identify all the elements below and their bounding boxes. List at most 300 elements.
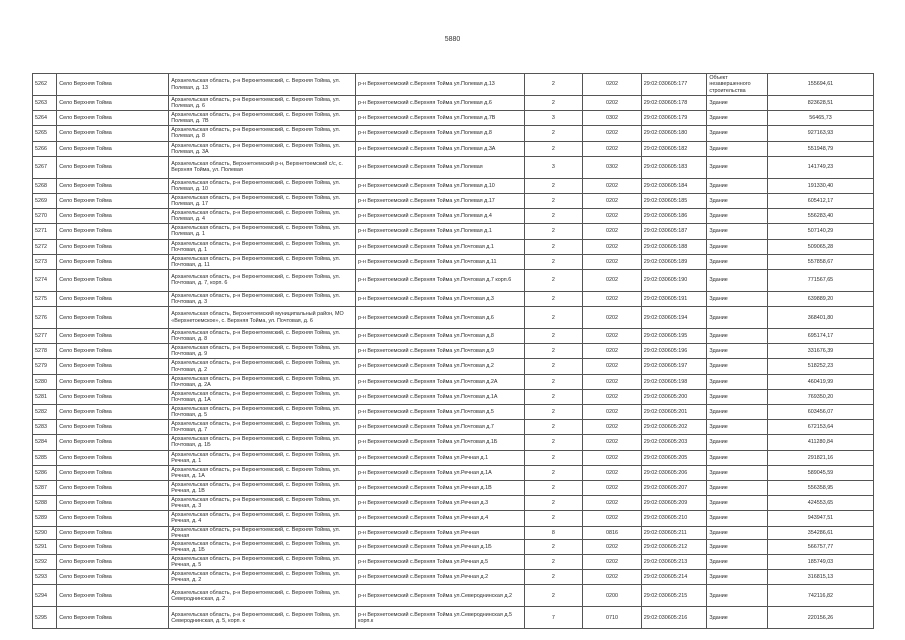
row-number-cell: 5280 [33,374,57,389]
code-a-cell: 2 [524,539,583,554]
cadastral-value-cell: 316815,13 [767,570,873,585]
table-row [33,224,874,239]
cadastral-value-cell: 589045,59 [767,465,873,480]
row-number-cell: 5292 [33,554,57,569]
location-cell: р-н Верхнетоемский с.Верхняя Тойма ул.Речная д.1А [356,465,525,480]
row-number-cell: 5269 [33,193,57,208]
object-type-cell: Здание [707,307,768,329]
settlement-cell: Село Верхняя Тойма [57,224,169,239]
code-a-cell: 2 [524,389,583,404]
table-row [33,496,874,511]
code-a-cell: 2 [524,435,583,450]
settlement-cell: Село Верхняя Тойма [57,74,169,96]
object-type-cell: Здание [707,570,768,585]
address-cell: Архангельская область, р-н Верхнетоемский, с. Верхняя Тойма, ул. Речная, д. 1В [169,480,356,495]
location-cell: р-н Верхнетоемский с.Верхняя Тойма ул.Полевая д.4 [356,209,525,224]
object-type-cell: Здание [707,465,768,480]
code-b-cell: 0816 [583,526,642,539]
cadastral-value-cell: 771567,65 [767,269,873,291]
settlement-cell: Село Верхняя Тойма [57,193,169,208]
address-cell: Архангельская область, р-н Верхнетоемский, с. Верхняя Тойма, ул. Почтовая, д. 5 [169,405,356,420]
address-cell: Архангельская область, р-н Верхнетоемский, с. Верхняя Тойма, ул. Речная, д. 1Б [169,539,356,554]
cadastral-number-cell: 29:02:030605:194 [641,307,707,329]
table-row [33,329,874,344]
cadastral-number-cell: 29:02:030605:211 [641,526,707,539]
code-a-cell: 2 [524,96,583,111]
object-type-cell: Здание [707,607,768,629]
code-a-cell: 3 [524,111,583,126]
row-number-cell: 5291 [33,539,57,554]
location-cell: р-н Верхнетоемский с.Верхняя Тойма ул.Полевая д.10 [356,178,525,193]
location-cell: р-н Верхнетоемский с.Верхняя Тойма ул.Почтовая д.6 [356,307,525,329]
cadastral-number-cell: 29:02:030605:216 [641,607,707,629]
object-type-cell: Здание [707,178,768,193]
cadastral-value-cell: 354286,61 [767,526,873,539]
location-cell: р-н Верхнетоемский с.Верхняя Тойма ул.Полевая д.7В [356,111,525,126]
location-cell: р-н Верхнетоемский с.Верхняя Тойма ул.Речная [356,526,525,539]
code-b-cell: 0202 [583,389,642,404]
code-a-cell: 2 [524,141,583,156]
cadastral-value-cell: 460419,99 [767,374,873,389]
code-b-cell: 0202 [583,239,642,254]
table-row [33,511,874,526]
code-a-cell: 2 [524,126,583,141]
cadastral-number-cell: 29:02:030605:187 [641,224,707,239]
settlement-cell: Село Верхняя Тойма [57,359,169,374]
table-row [33,465,874,480]
address-cell: Архангельская область, р-н Верхнетоемский, с. Верхняя Тойма, ул. Североднинская, д. 2 [169,585,356,607]
cadastral-value-cell: 141749,23 [767,156,873,178]
cadastral-number-cell: 29:02:030605:201 [641,405,707,420]
settlement-cell: Село Верхняя Тойма [57,239,169,254]
code-a-cell: 2 [524,405,583,420]
object-type-cell: Здание [707,405,768,420]
table-row [33,389,874,404]
row-number-cell: 5288 [33,496,57,511]
code-b-cell: 0202 [583,374,642,389]
code-a-cell: 2 [524,209,583,224]
row-number-cell: 5273 [33,254,57,269]
cadastral-value-cell: 695174,17 [767,329,873,344]
location-cell: р-н Верхнетоемский с.Верхняя Тойма ул.Почтовая д.2 [356,359,525,374]
table-row [33,269,874,291]
settlement-cell: Село Верхняя Тойма [57,496,169,511]
code-b-cell: 0202 [583,539,642,554]
code-a-cell: 2 [524,74,583,96]
location-cell: р-н Верхнетоемский с.Верхняя Тойма ул.Речная д.2 [356,570,525,585]
code-a-cell: 2 [524,570,583,585]
code-b-cell: 0202 [583,269,642,291]
cadastral-number-cell: 29:02:030605:183 [641,156,707,178]
settlement-cell: Село Верхняя Тойма [57,554,169,569]
settlement-cell: Село Верхняя Тойма [57,607,169,629]
settlement-cell: Село Верхняя Тойма [57,539,169,554]
location-cell: р-н Верхнетоемский с.Верхняя Тойма ул.Почтовая д.3 [356,291,525,306]
settlement-cell: Село Верхняя Тойма [57,344,169,359]
cadastral-number-cell: 29:02:030605:179 [641,111,707,126]
table-row [33,450,874,465]
code-b-cell: 0202 [583,570,642,585]
cadastral-value-cell: 823628,51 [767,96,873,111]
cadastral-number-cell: 29:02:030605:196 [641,344,707,359]
code-a-cell: 2 [524,291,583,306]
settlement-cell: Село Верхняя Тойма [57,126,169,141]
row-number-cell: 5287 [33,480,57,495]
location-cell: р-н Верхнетоемский с.Верхняя Тойма ул.Речная д.1В [356,480,525,495]
table-row [33,526,874,539]
address-cell: Архангельская область, р-н Верхнетоемский, с. Верхняя Тойма, ул. Полевая, д. 13 [169,74,356,96]
cadastral-number-cell: 29:02:030605:213 [641,554,707,569]
table-row [33,156,874,178]
address-cell: Архангельская область, р-н Верхнетоемский, с. Верхняя Тойма, ул. Почтовая, д. 1 [169,239,356,254]
cadastral-number-cell: 29:02:030605:195 [641,329,707,344]
cadastral-number-cell: 29:02:030605:191 [641,291,707,306]
location-cell: р-н Верхнетоемский с.Верхняя Тойма ул.Почтовая д.1 [356,239,525,254]
row-number-cell: 5283 [33,420,57,435]
row-number-cell: 5272 [33,239,57,254]
cadastral-value-cell: 672153,64 [767,420,873,435]
row-number-cell: 5275 [33,291,57,306]
code-b-cell: 0202 [583,496,642,511]
location-cell: р-н Верхнетоемский с.Верхняя Тойма ул.Речная д.1Б [356,539,525,554]
property-table-body [33,74,874,629]
cadastral-value-cell: 943947,51 [767,511,873,526]
cadastral-number-cell: 29:02:030605:215 [641,585,707,607]
location-cell: р-н Верхнетоемский с.Верхняя Тойма ул.Почтовая д.9 [356,344,525,359]
address-cell: Архангельская область, р-н Верхнетоемский, с. Верхняя Тойма, ул. Речная, д. 2 [169,570,356,585]
code-b-cell: 0302 [583,156,642,178]
address-cell: Архангельская область, р-н Верхнетоемский, с. Верхняя Тойма, ул. Полевая, д. 4 [169,209,356,224]
object-type-cell: Здание [707,539,768,554]
row-number-cell: 5268 [33,178,57,193]
code-b-cell: 0202 [583,511,642,526]
settlement-cell: Село Верхняя Тойма [57,435,169,450]
object-type-cell: Здание [707,126,768,141]
cadastral-value-cell: 566757,77 [767,539,873,554]
cadastral-value-cell: 56465,73 [767,111,873,126]
object-type-cell: Здание [707,420,768,435]
settlement-cell: Село Верхняя Тойма [57,96,169,111]
row-number-cell: 5276 [33,307,57,329]
object-type-cell: Здание [707,329,768,344]
code-a-cell: 2 [524,307,583,329]
code-a-cell: 3 [524,156,583,178]
cadastral-value-cell: 605412,17 [767,193,873,208]
table-row [33,420,874,435]
table-row [33,209,874,224]
cadastral-value-cell: 556358,95 [767,480,873,495]
location-cell: р-н Верхнетоемский с.Верхняя Тойма ул.Почтовая д.7 корп.6 [356,269,525,291]
cadastral-number-cell: 29:02:030605:214 [641,570,707,585]
code-b-cell: 0202 [583,344,642,359]
cadastral-value-cell: 331676,39 [767,344,873,359]
settlement-cell: Село Верхняя Тойма [57,141,169,156]
cadastral-value-cell: 191330,40 [767,178,873,193]
code-b-cell: 0202 [583,554,642,569]
code-b-cell: 0202 [583,359,642,374]
object-type-cell: Здание [707,111,768,126]
location-cell: р-н Верхнетоемский с.Верхняя Тойма ул.Речная д.1 [356,450,525,465]
location-cell: р-н Верхнетоемский с.Верхняя Тойма ул.Североднинская д.2 [356,585,525,607]
location-cell: р-н Верхнетоемский с.Верхняя Тойма ул.Речная д.5 [356,554,525,569]
cadastral-value-cell: 603456,07 [767,405,873,420]
table-row [33,585,874,607]
address-cell: Архангельская область, р-н Верхнетоемский, с. Верхняя Тойма, ул. Почтовая, д. 3 [169,291,356,306]
address-cell: Архангельская область, р-н Верхнетоемский, с. Верхняя Тойма, ул. Полевая, д. 10 [169,178,356,193]
settlement-cell: Село Верхняя Тойма [57,465,169,480]
table-row [33,178,874,193]
cadastral-value-cell: 507140,29 [767,224,873,239]
code-a-cell: 2 [524,344,583,359]
row-number-cell: 5278 [33,344,57,359]
object-type-cell: Здание [707,511,768,526]
code-b-cell: 0202 [583,465,642,480]
object-type-cell: Здание [707,344,768,359]
code-a-cell: 7 [524,607,583,629]
row-number-cell: 5284 [33,435,57,450]
row-number-cell: 5262 [33,74,57,96]
settlement-cell: Село Верхняя Тойма [57,307,169,329]
table-row [33,435,874,450]
object-type-cell: Здание [707,156,768,178]
row-number-cell: 5271 [33,224,57,239]
address-cell: Архангельская область, р-н Верхнетоемский, с. Верхняя Тойма, ул. Почтовая, д. 9 [169,344,356,359]
object-type-cell: Здание [707,359,768,374]
location-cell: р-н Верхнетоемский с.Верхняя Тойма ул.Полевая д.13 [356,74,525,96]
property-table [32,73,874,629]
settlement-cell: Село Верхняя Тойма [57,570,169,585]
settlement-cell: Село Верхняя Тойма [57,156,169,178]
row-number-cell: 5293 [33,570,57,585]
code-a-cell: 2 [524,239,583,254]
cadastral-number-cell: 29:02:030605:205 [641,450,707,465]
object-type-cell: Здание [707,209,768,224]
code-b-cell: 0302 [583,111,642,126]
address-cell: Архангельская область, р-н Верхнетоемский, с. Верхняя Тойма, ул. Речная, д. 3 [169,496,356,511]
code-a-cell: 2 [524,193,583,208]
code-b-cell: 0202 [583,480,642,495]
object-type-cell: Здание [707,96,768,111]
table-row [33,607,874,629]
address-cell: Архангельская область, Верхнетоемский р-н, Верхнетоемский с/с, с. Верхняя Тойма, ул. Полевая [169,156,356,178]
address-cell: Архангельская область, р-н Верхнетоемский, с. Верхняя Тойма, ул. Почтовая, д. 1Б [169,435,356,450]
table-row [33,405,874,420]
code-b-cell: 0202 [583,435,642,450]
code-b-cell: 0202 [583,178,642,193]
object-type-cell: Здание [707,585,768,607]
cadastral-value-cell: 557858,67 [767,254,873,269]
code-b-cell: 0202 [583,96,642,111]
location-cell: р-н Верхнетоемский с.Верхняя Тойма ул.Полевая д.6 [356,96,525,111]
object-type-cell: Здание [707,389,768,404]
object-type-cell: Здание [707,554,768,569]
cadastral-number-cell: 29:02:030605:207 [641,480,707,495]
address-cell: Архангельская область, р-н Верхнетоемский, с. Верхняя Тойма, ул. Полевая, д. 7В [169,111,356,126]
settlement-cell: Село Верхняя Тойма [57,450,169,465]
code-a-cell: 2 [524,480,583,495]
code-a-cell: 2 [524,254,583,269]
address-cell: Архангельская область, Верхнетоемский муниципальный район, МО «Верхнетоемское», с. Верхняя Тойма, ул. Почтовая, д. 6 [169,307,356,329]
settlement-cell: Село Верхняя Тойма [57,526,169,539]
cadastral-value-cell: 518252,23 [767,359,873,374]
code-b-cell: 0202 [583,307,642,329]
cadastral-value-cell: 155694,61 [767,74,873,96]
code-b-cell: 0202 [583,405,642,420]
cadastral-number-cell: 29:02:030605:190 [641,269,707,291]
row-number-cell: 5274 [33,269,57,291]
cadastral-number-cell: 29:02:030605:186 [641,209,707,224]
table-row [33,374,874,389]
settlement-cell: Село Верхняя Тойма [57,585,169,607]
address-cell: Архангельская область, р-н Верхнетоемский, с. Верхняя Тойма, ул. Почтовая, д. 2А [169,374,356,389]
location-cell: р-н Верхнетоемский с.Верхняя Тойма ул.Почтовая д.5 [356,405,525,420]
address-cell: Архангельская область, р-н Верхнетоемский, с. Верхняя Тойма, ул. Речная, д. 5 [169,554,356,569]
code-a-cell: 2 [524,374,583,389]
code-a-cell: 8 [524,526,583,539]
table-row [33,111,874,126]
code-b-cell: 0200 [583,585,642,607]
code-b-cell: 0202 [583,291,642,306]
cadastral-value-cell: 424553,65 [767,496,873,511]
table-row [33,307,874,329]
object-type-cell: Здание [707,526,768,539]
row-number-cell: 5264 [33,111,57,126]
table-row [33,480,874,495]
object-type-cell: Здание [707,496,768,511]
code-a-cell: 2 [524,496,583,511]
address-cell: Архангельская область, р-н Верхнетоемский, с. Верхняя Тойма, ул. Полевая, д. 6 [169,96,356,111]
settlement-cell: Село Верхняя Тойма [57,254,169,269]
cadastral-number-cell: 29:02:030605:182 [641,141,707,156]
cadastral-number-cell: 29:02:030605:210 [641,511,707,526]
address-cell: Архангельская область, р-н Верхнетоемский, с. Верхняя Тойма, ул. Речная [169,526,356,539]
settlement-cell: Село Верхняя Тойма [57,511,169,526]
location-cell: р-н Верхнетоемский с.Верхняя Тойма ул.Почтовая д.2А [356,374,525,389]
row-number-cell: 5295 [33,607,57,629]
cadastral-number-cell: 29:02:030605:177 [641,74,707,96]
settlement-cell: Село Верхняя Тойма [57,291,169,306]
table-row [33,141,874,156]
address-cell: Архангельская область, р-н Верхнетоемский, с. Верхняя Тойма, ул. Почтовая, д. 11 [169,254,356,269]
cadastral-number-cell: 29:02:030605:212 [641,539,707,554]
code-a-cell: 2 [524,511,583,526]
address-cell: Архангельская область, р-н Верхнетоемский, с. Верхняя Тойма, ул. Почтовая, д. 7 [169,420,356,435]
cadastral-number-cell: 29:02:030605:198 [641,374,707,389]
address-cell: Архангельская область, р-н Верхнетоемский, с. Верхняя Тойма, ул. Речная, д. 1 [169,450,356,465]
cadastral-number-cell: 29:02:030605:202 [641,420,707,435]
cadastral-value-cell: 742116,82 [767,585,873,607]
location-cell: р-н Верхнетоемский с.Верхняя Тойма ул.Почтовая д.1Б [356,435,525,450]
cadastral-value-cell: 291821,16 [767,450,873,465]
code-a-cell: 2 [524,269,583,291]
page-number: 5880 [444,36,461,43]
cadastral-number-cell: 29:02:030605:189 [641,254,707,269]
object-type-cell: Здание [707,193,768,208]
object-type-cell: Здание [707,291,768,306]
address-cell: Архангельская область, р-н Верхнетоемский, с. Верхняя Тойма, ул. Североднинская, д. 5, корп. к [169,607,356,629]
code-b-cell: 0202 [583,224,642,239]
cadastral-value-cell: 556283,40 [767,209,873,224]
location-cell: р-н Верхнетоемский с.Верхняя Тойма ул.Полевая д.3А [356,141,525,156]
code-a-cell: 2 [524,420,583,435]
object-type-cell: Объект незавершенного строительства [707,74,768,96]
cadastral-value-cell: 639889,20 [767,291,873,306]
location-cell: р-н Верхнетоемский с.Верхняя Тойма ул.Полевая [356,156,525,178]
cadastral-value-cell: 769350,20 [767,389,873,404]
row-number-cell: 5285 [33,450,57,465]
code-a-cell: 2 [524,585,583,607]
location-cell: р-н Верхнетоемский с.Верхняя Тойма ул.Полевая д.8 [356,126,525,141]
code-b-cell: 0202 [583,126,642,141]
code-b-cell: 0202 [583,450,642,465]
address-cell: Архангельская область, р-н Верхнетоемский, с. Верхняя Тойма, ул. Полевая, д. 3А [169,141,356,156]
address-cell: Архангельская область, р-н Верхнетоемский, с. Верхняя Тойма, ул. Почтовая, д. 2 [169,359,356,374]
row-number-cell: 5279 [33,359,57,374]
settlement-cell: Село Верхняя Тойма [57,405,169,420]
table-row [33,96,874,111]
cadastral-value-cell: 185749,03 [767,554,873,569]
object-type-cell: Здание [707,224,768,239]
code-b-cell: 0710 [583,607,642,629]
settlement-cell: Село Верхняя Тойма [57,420,169,435]
cadastral-number-cell: 29:02:030605:206 [641,465,707,480]
row-number-cell: 5289 [33,511,57,526]
row-number-cell: 5286 [33,465,57,480]
settlement-cell: Село Верхняя Тойма [57,480,169,495]
code-b-cell: 0202 [583,254,642,269]
object-type-cell: Здание [707,239,768,254]
code-a-cell: 2 [524,359,583,374]
object-type-cell: Здание [707,269,768,291]
row-number-cell: 5277 [33,329,57,344]
object-type-cell: Здание [707,374,768,389]
code-a-cell: 2 [524,554,583,569]
row-number-cell: 5266 [33,141,57,156]
code-a-cell: 2 [524,450,583,465]
object-type-cell: Здание [707,435,768,450]
cadastral-value-cell: 368401,80 [767,307,873,329]
code-b-cell: 0202 [583,420,642,435]
cadastral-number-cell: 29:02:030605:209 [641,496,707,511]
location-cell: р-н Верхнетоемский с.Верхняя Тойма ул.Почтовая д.1А [356,389,525,404]
cadastral-value-cell: 509065,28 [767,239,873,254]
cadastral-number-cell: 29:02:030605:178 [641,96,707,111]
code-b-cell: 0202 [583,193,642,208]
address-cell: Архангельская область, р-н Верхнетоемский, с. Верхняя Тойма, ул. Полевая, д. 1 [169,224,356,239]
cadastral-number-cell: 29:02:030605:185 [641,193,707,208]
settlement-cell: Село Верхняя Тойма [57,389,169,404]
cadastral-value-cell: 220156,26 [767,607,873,629]
row-number-cell: 5290 [33,526,57,539]
cadastral-number-cell: 29:02:030605:197 [641,359,707,374]
settlement-cell: Село Верхняя Тойма [57,111,169,126]
code-b-cell: 0202 [583,329,642,344]
row-number-cell: 5265 [33,126,57,141]
address-cell: Архангельская область, р-н Верхнетоемский, с. Верхняя Тойма, ул. Почтовая, д. 8 [169,329,356,344]
settlement-cell: Село Верхняя Тойма [57,269,169,291]
table-row [33,126,874,141]
object-type-cell: Здание [707,450,768,465]
table-row [33,193,874,208]
code-a-cell: 2 [524,224,583,239]
code-a-cell: 2 [524,178,583,193]
address-cell: Архангельская область, р-н Верхнетоемский, с. Верхняя Тойма, ул. Почтовая, д. 7, корп. 6 [169,269,356,291]
location-cell: р-н Верхнетоемский с.Верхняя Тойма ул.Почтовая д.8 [356,329,525,344]
table-row [33,254,874,269]
row-number-cell: 5282 [33,405,57,420]
location-cell: р-н Верхнетоемский с.Верхняя Тойма ул.Речная д.4 [356,511,525,526]
settlement-cell: Село Верхняя Тойма [57,374,169,389]
